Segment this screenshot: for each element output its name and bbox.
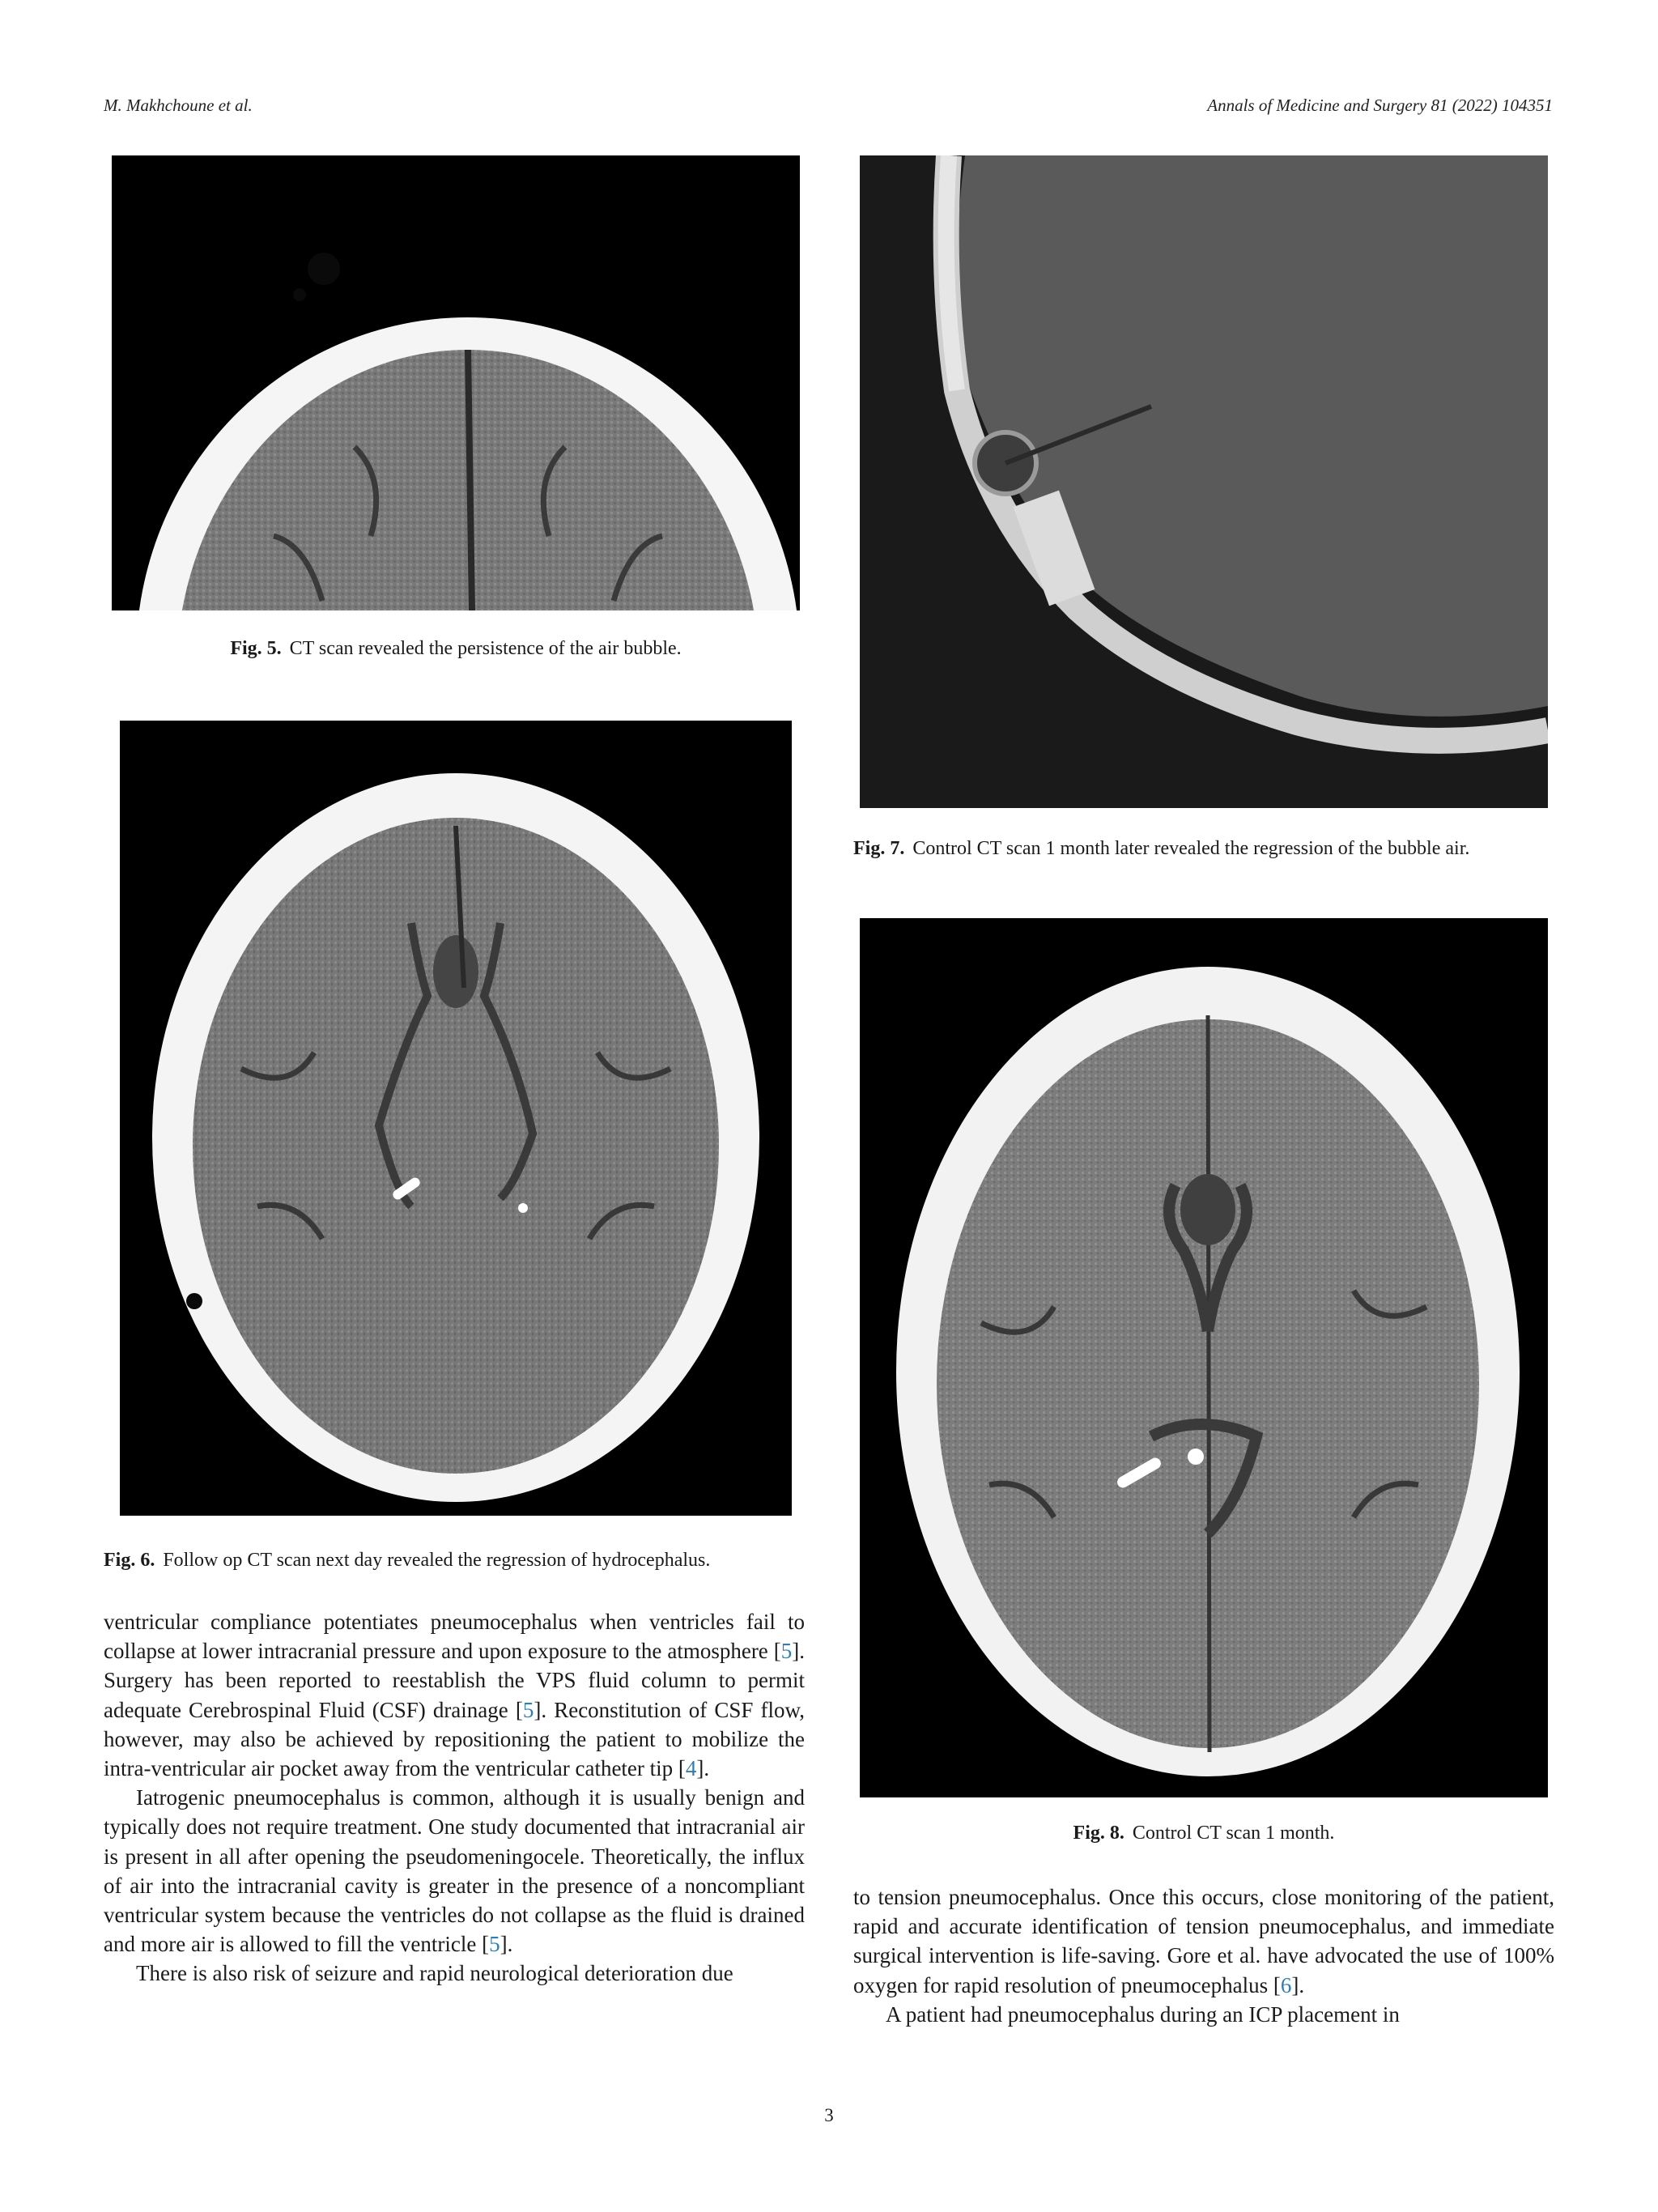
figure-6-caption-text: Follow op CT scan next day revealed the regression of hydrocephalus. [163,1550,711,1571]
running-header-authors: M. Makhchoune et al. [104,96,253,115]
figure-7-caption-text: Control CT scan 1 month later revealed the regression of the bubble air. [912,838,1470,859]
citation-link[interactable]: 5 [780,1639,793,1664]
figure-8-ct-image [860,918,1548,1797]
figure-7-caption [853,836,1558,861]
citation-link[interactable]: 4 [685,1756,697,1781]
left-p1-text-c: ]. Reconstitution of CSF flow, however, may also be achieved by repositioning the patient to mobilize the intra-ventricular air pocket away from the ventricular catheter tip [ [104,1697,805,1781]
right-text-column [853,1882,1554,2029]
left-p1-text-b: ]. Surgery has been reported to reestablish the VPS fluid column to permit adequate Cerebrospinal Fluid (CSF) drainage [ [104,1639,805,1722]
right-paragraph-1 [853,1882,1554,2000]
citation-link[interactable]: 6 [1280,1972,1292,1997]
citation-link[interactable]: 5 [522,1697,534,1722]
figure-8-caption [860,1821,1548,1846]
figure-6-caption [104,1548,808,1573]
left-p2-text-b: ]. [500,1932,513,1957]
left-p1-text-d: ]. [696,1756,710,1781]
figure-8-caption-text: Control CT scan 1 month. [1132,1823,1335,1844]
right-paragraph-2: A patient had pneumocephalus during an ICP placement in [886,2001,1400,2027]
right-p1-text-b: ]. [1291,1972,1305,1997]
figure-6-ct-image [120,721,792,1516]
left-paragraph-2 [104,1783,805,1959]
citation-link[interactable]: 5 [489,1932,500,1957]
left-p1-text-a: ventricular compliance potentiates pneumocephalus when ventricles fail to collapse at lower intracranial pressure and upon exposure to the atmosphere [ [104,1610,805,1664]
figure-5-caption [112,636,800,661]
figure-6-label: Fig. 6. [104,1550,155,1571]
figure-5-caption-text: CT scan revealed the persistence of the air bubble. [289,638,682,659]
left-p2-text-a: Iatrogenic pneumocephalus is common, although it is usually benign and typically does not require treatment. One study documented that intracranial air is present in all after opening the pseudomeningocele. Theoretically, the influx of air into the intracranial cavity is greater in the presence of a noncompliant ventricular system because the ventricles do not collapse as the fluid is drained and more air is allowed to fill the ventricle [ [104,1785,805,1957]
right-p1-text-a: to tension pneumocephalus. Once this occurs, close monitoring of the patient, rapid and accurate identification of tension pneumocephalus, and immediate surgical intervention is life-saving. Gore et al. have advocated the use of 100% oxygen for rapid resolution of pneumocephalus [ [853,1885,1554,1997]
figure-5-ct-image [112,155,800,610]
left-paragraph-3: There is also risk of seizure and rapid neurological deterioration due [136,1961,733,1986]
figure-7-label: Fig. 7. [853,838,905,859]
left-paragraph-1 [104,1607,805,1783]
figure-5-label: Fig. 5. [230,638,282,659]
figure-7-ct-image [860,155,1548,808]
page-number: 3 [824,2105,834,2125]
left-text-column [104,1607,805,1989]
running-header-journal: Annals of Medicine and Surgery 81 (2022) 104351 [1207,96,1553,115]
figure-8-label: Fig. 8. [1073,1823,1124,1844]
